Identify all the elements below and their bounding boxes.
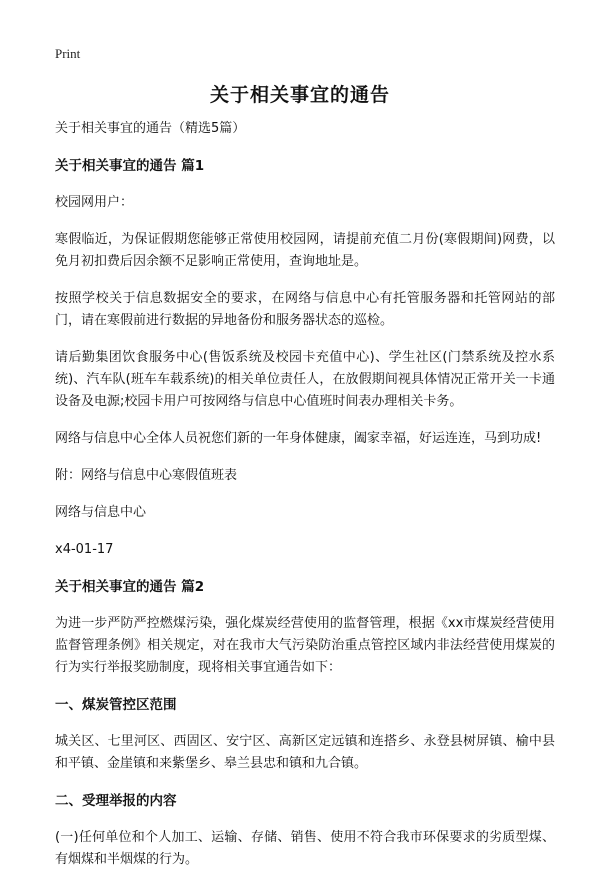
section-2-subheading-1: 一、煤炭管控区范围 — [55, 697, 177, 713]
section-2-paragraph: 为进一步严防严控燃煤污染，强化煤炭经营使用的监督管理，根据《xx市煤炭经营使用监督管理条例》相关规定，对在我市大气污染防治重点管控区域内非法经营使用煤炭的 行为实行举报奖励制度，现将相关事宜通告如下： — [55, 616, 555, 675]
section-1-date: x4-01-17 — [55, 542, 114, 557]
section-2-subparagraph-1: 城关区、七里河区、西固区、安宁区、高新区定远镇和连搭乡、永登县树屏镇、榆中县和平镇、金崖镇和来紫堡乡、皋兰县忠和镇和九合镇。 — [55, 734, 555, 771]
section-1-greeting: 校园网用户： — [55, 195, 134, 210]
section-1-signature: 网络与信息中心 — [55, 505, 147, 520]
section-1-heading: 关于相关事宜的通告 篇1 — [55, 158, 205, 174]
print-link[interactable]: Print — [55, 46, 81, 61]
section-2-subheading-2: 二、受理举报的内容 — [55, 793, 177, 809]
section-1-paragraph: 网络与信息中心全体人员祝您们新的一年身体健康，阖家幸福，好运连连，马到功成! — [55, 431, 542, 446]
document-title: 关于相关事宜的通告 — [209, 84, 390, 106]
section-1-paragraph: 请后勤集团饮食服务中心(售饭系统及校园卡充值中心)、学生社区(门禁系统及控水系统)、汽车队(班车车载系统)的相关单位责任人，在放假期间视具体情况正常开关一卡通设备及电源;校园卡用户可按网络与信息中心值班时间表办理相关卡务。 — [55, 350, 555, 409]
section-1-paragraph: 寒假临近，为保证假期您能够正常使用校园网，请提前充值二月份(寒假期间)网费，以免月初扣费后因余额不足影响正常使用，查询地址是。 — [55, 232, 555, 269]
section-1-paragraph: 按照学校关于信息数据安全的要求，在网络与信息中心有托管服务器和托管网站的部门，请在寒假前进行数据的异地备份和服务器状态的巡检。 — [55, 291, 555, 328]
section-1-attachment: 附：网络与信息中心寒假值班表 — [55, 468, 238, 483]
document-body — [55, 118, 555, 886]
document-subtitle: 关于相关事宜的通告（精选5篇） — [55, 121, 246, 136]
section-2-subparagraph-2: (一)任何单位和个人加工、运输、存储、销售、使用不符合我市环保要求的劣质型煤、有烟煤和半烟煤的行为。 — [55, 830, 555, 867]
section-2-heading: 关于相关事宜的通告 篇2 — [55, 579, 205, 595]
